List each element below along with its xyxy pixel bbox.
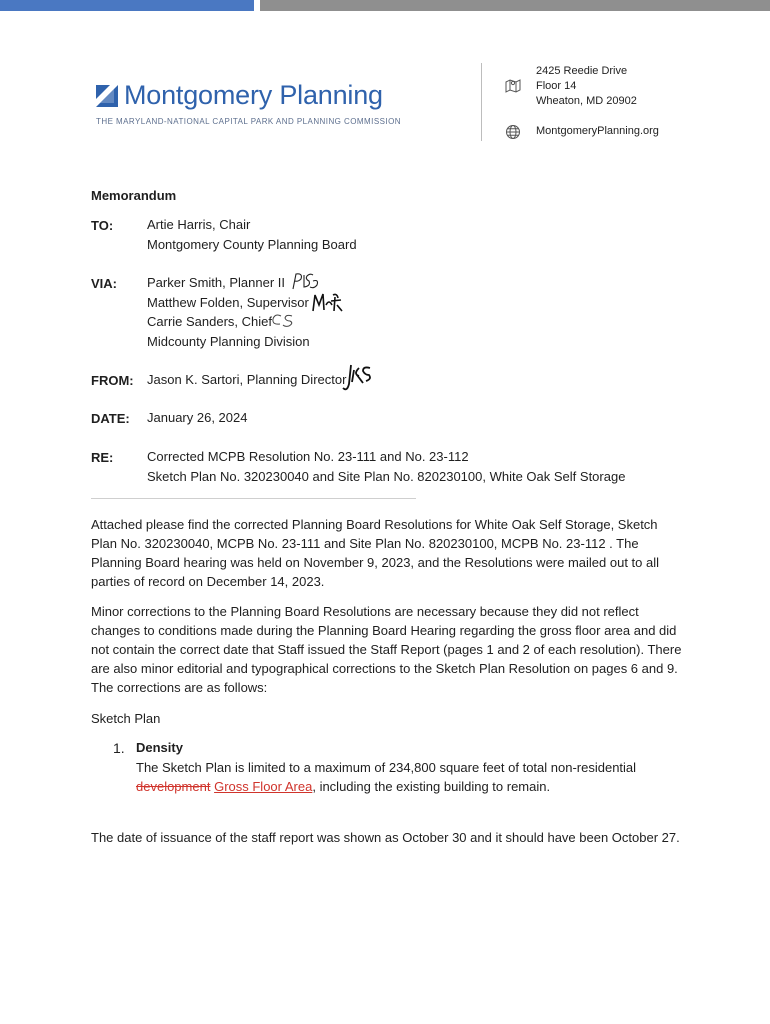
memo-date: January 26, 2024 [147,410,248,425]
via-line-2: Matthew Folden, Supervisor [147,294,309,310]
list-item-body [136,758,656,796]
re-line-2: Sketch Plan No. 320230040 and Site Plan No. 820230100, White Oak Self Storage [147,468,626,484]
paragraph-1 [91,515,686,591]
paragraph-1-text: Attached please find the corrected Planning Board Resolutions for White Oak Self Storage, Sketch Plan No. 320230040, MCPB No. 23-111 and Site Plan No. 820230100, MCPB No. 23-112 . The Planning Board hearing was held on November 9, 2023, and the Resolutions were mailed out to all parties of record on December 14, 2023. [91,517,660,589]
section-divider [91,498,416,499]
address [536,64,637,109]
item-text-after: , including the existing building to remain. [312,779,551,794]
address-line-2: Floor 14 [536,80,577,92]
via-line-1: Parker Smith, Planner II [147,275,285,290]
logo-subtitle: THE MARYLAND-NATIONAL CAPITAL PARK AND PLANNING COMMISSION [96,117,401,126]
memo-title: Memorandum [91,188,177,203]
re-line-1: Corrected MCPB Resolution No. 23-111 and No. 23-112 [147,449,469,464]
address-line-3: Wheaton, MD 20902 [536,95,637,107]
address-line-1: 2425 Reedie Drive [536,65,628,77]
inserted-text: Gross Floor Area [214,779,313,794]
from-label: FROM: [91,373,134,388]
paragraph-3 [91,828,686,847]
paragraph-2 [91,602,686,697]
deleted-text: development [136,779,211,794]
via-line-3: Carrie Sanders, Chief [147,314,272,329]
top-bar-blue [0,0,254,11]
signature-ps-icon [291,271,321,291]
to-line-2: Montgomery County Planning Board [147,236,357,252]
from-line: Jason K. Sartori, Planning Director [147,372,347,387]
logo-text: Montgomery Planning [124,80,383,110]
to-label: TO: [91,218,114,233]
via-label: VIA: [91,276,117,291]
to-recipient [147,215,357,254]
paragraph-2-text: Minor corrections to the Planning Board Resolutions are necessary because they did not reflect changes to conditions made during the Planning Board Hearing regarding the gross floor area and did not contain the correct date that Staff issued the Staff Report (pages 1 and 2 of each resolution). There are also minor editorial and typographical corrections to the Sketch Plan Resolution on pages 6 and 9. The corrections are as follows: [91,604,682,695]
list-item-title: Density [136,740,183,755]
logo-mark-icon [96,85,118,107]
re-label: RE: [91,450,114,465]
signature-jks-icon [341,362,373,394]
signature-cs-icon [270,312,296,328]
map-icon [505,77,521,93]
section-heading-text: Sketch Plan [91,711,161,726]
to-line-1: Artie Harris, Chair [147,217,251,232]
signature-mf-icon [311,291,343,313]
top-bar-gray [260,0,770,11]
header-divider [481,63,482,141]
date-label: DATE: [91,411,130,426]
item-text-before: The Sketch Plan is limited to a maximum of 234,800 square feet of total non-residential [136,760,637,775]
section-heading [91,709,686,728]
list-item-number: 1. [113,740,125,756]
website-link[interactable]: MontgomeryPlanning.org [536,125,659,137]
via-line-4: Midcounty Planning Division [147,333,310,349]
globe-icon [505,124,521,140]
paragraph-3-text: The date of issuance of the staff report was shown as October 30 and it should have been October 27. [91,830,680,845]
logo [96,80,401,126]
re-subject [147,447,625,486]
